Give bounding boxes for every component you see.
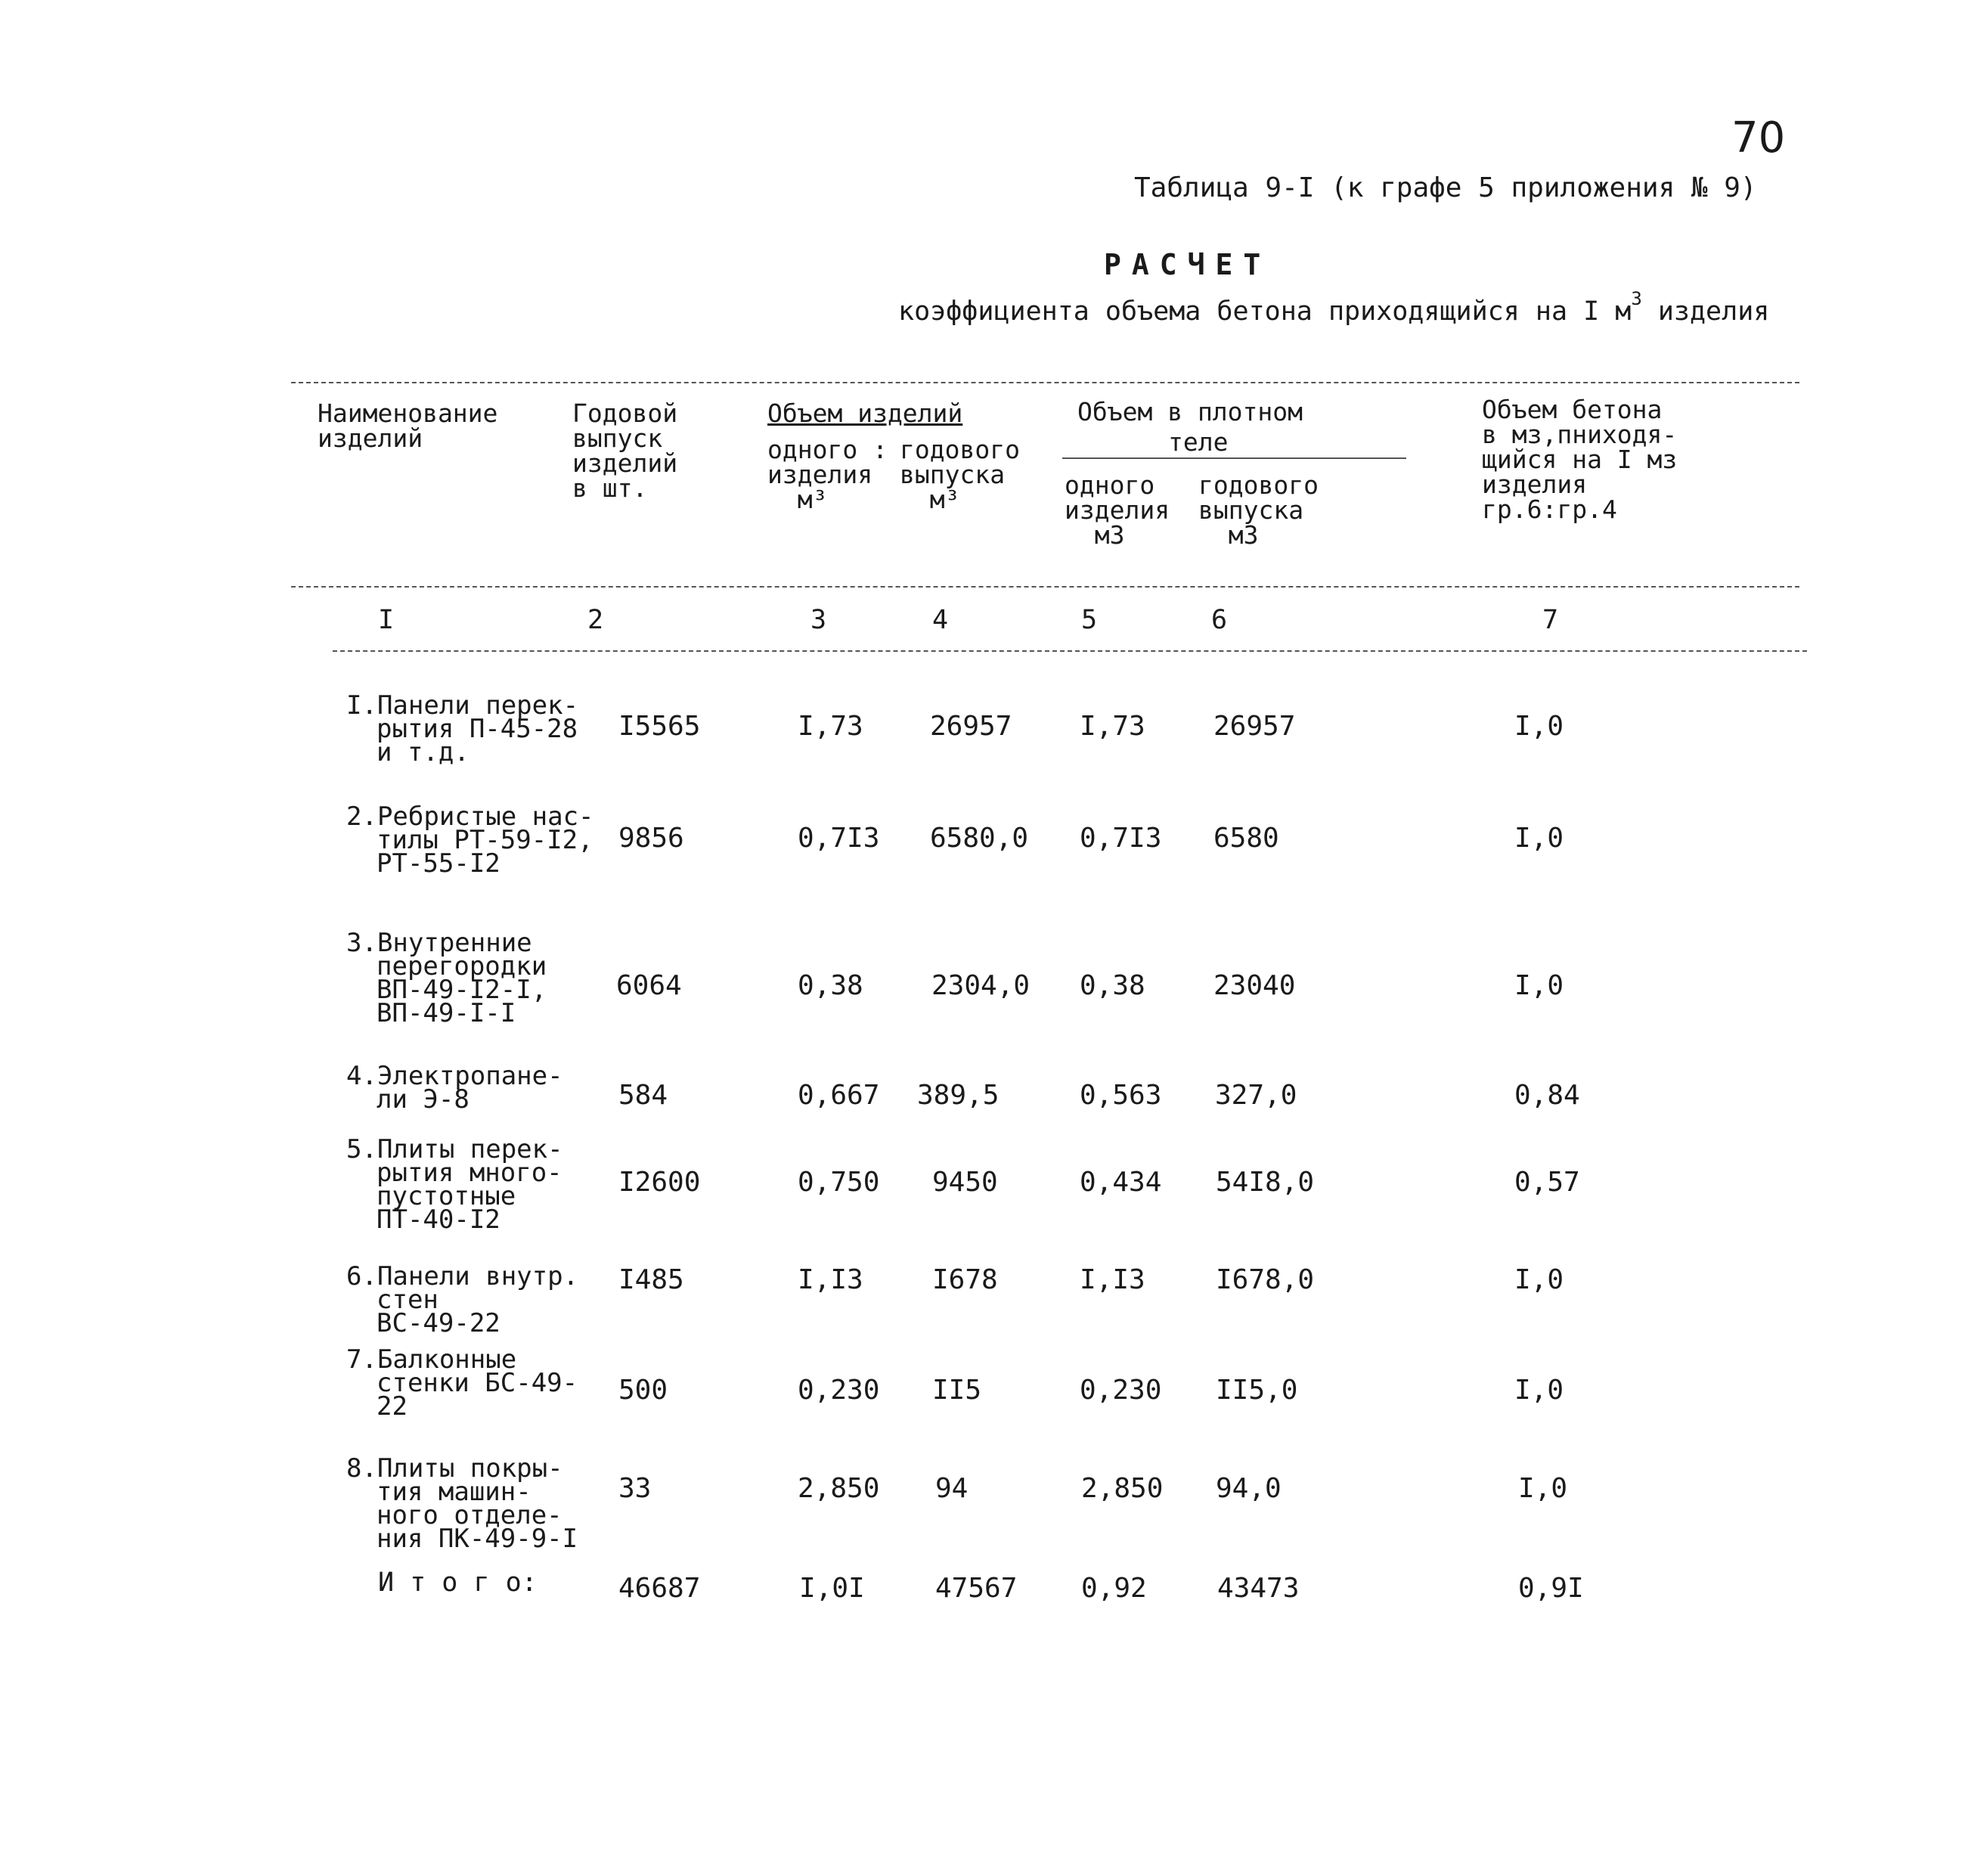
page-number: 70 xyxy=(1731,113,1786,163)
row-name-line: тия машин- xyxy=(377,1477,532,1507)
cell-dense-one: 0,38 xyxy=(1080,970,1145,1001)
row-name-line: 4.Электропане- xyxy=(346,1061,563,1091)
row-name-line: ВП-49-I-I xyxy=(377,998,516,1028)
table-row xyxy=(346,1061,563,1115)
cell-annual-output: 33 xyxy=(618,1473,652,1504)
row-name-line: 6.Панели внутр. xyxy=(346,1261,579,1291)
cell-volume-one: 0,230 xyxy=(798,1375,880,1406)
cell-dense-annual: 54I8,0 xyxy=(1216,1167,1315,1198)
column-number: 2 xyxy=(587,605,604,635)
cell-volume-one: 0,667 xyxy=(798,1080,880,1111)
table-caption: Таблица 9-I (к графе 5 приложения № 9) xyxy=(1134,172,1757,203)
row-name-line: 2.Ребристые нас- xyxy=(346,802,594,832)
row-name-line: ли Э-8 xyxy=(377,1084,470,1115)
row-name-line: ВС-49-22 xyxy=(377,1308,501,1338)
total-dense-annual: 43473 xyxy=(1217,1573,1300,1604)
cell-volume-one: I,73 xyxy=(798,711,863,742)
cell-dense-one: 0,230 xyxy=(1080,1375,1162,1406)
cell-ratio: I,0 xyxy=(1514,970,1564,1001)
header-dense-annual: годового выпуска м3 xyxy=(1198,470,1319,550)
cell-volume-one: 0,7I3 xyxy=(798,823,880,854)
header-dense-volume-group: Объем в плотном xyxy=(1077,397,1303,426)
cell-volume-annual: 9450 xyxy=(932,1167,998,1198)
row-name-line: перегородки xyxy=(377,951,547,981)
row-name-line: ния ПК-49-9-I xyxy=(377,1524,578,1554)
row-name-line: I.Панели перек- xyxy=(346,690,579,721)
cell-dense-annual: 94,0 xyxy=(1216,1473,1282,1504)
header-dense-volume-group-cont: теле xyxy=(1168,427,1229,457)
header-dense-one-item: одного изделия м3 xyxy=(1065,470,1170,550)
header-volume-one-item: одного : изделия м³ xyxy=(767,435,888,514)
cell-volume-annual: 2304,0 xyxy=(931,970,1031,1001)
column-number: 5 xyxy=(1081,605,1098,635)
row-name-line: тилы РТ-59-I2, xyxy=(377,825,594,855)
cell-dense-annual: 23040 xyxy=(1213,970,1296,1001)
cell-volume-annual: 94 xyxy=(935,1473,969,1504)
cell-dense-one: 0,563 xyxy=(1080,1080,1162,1111)
total-label: И т о г о: xyxy=(378,1567,538,1598)
row-name-line: 3.Внутренние xyxy=(346,928,532,958)
row-name-line: 22 xyxy=(377,1391,408,1422)
cell-annual-output: 584 xyxy=(618,1080,668,1111)
header-bottom-rule xyxy=(291,586,1799,588)
cell-dense-annual: 6580 xyxy=(1213,823,1279,854)
column-number: 3 xyxy=(810,605,827,635)
cell-volume-annual: I678 xyxy=(932,1264,998,1295)
column-numbers-rule xyxy=(333,650,1807,652)
table-row xyxy=(346,1344,578,1422)
total-annual-output: 46687 xyxy=(618,1573,701,1604)
cell-dense-annual: 26957 xyxy=(1213,711,1296,742)
document-subtitle xyxy=(898,288,1770,327)
cell-volume-one: 0,38 xyxy=(798,970,863,1001)
table-row xyxy=(346,802,594,879)
cell-annual-output: I5565 xyxy=(618,711,701,742)
row-name-line: пустотные xyxy=(377,1181,516,1211)
total-volume-annual: 47567 xyxy=(935,1573,1018,1604)
table-row xyxy=(346,1453,578,1554)
cell-dense-one: I,73 xyxy=(1080,711,1145,742)
cell-dense-annual: 327,0 xyxy=(1215,1080,1297,1111)
cell-volume-annual: 26957 xyxy=(930,711,1012,742)
cell-ratio: I,0 xyxy=(1514,711,1564,742)
cell-annual-output: 6064 xyxy=(616,970,682,1001)
total-ratio: 0,9I xyxy=(1518,1573,1584,1604)
total-volume-one: I,0I xyxy=(799,1573,865,1604)
cell-annual-output: 9856 xyxy=(618,823,684,854)
row-name-line: 7.Балконные xyxy=(346,1344,517,1375)
cell-volume-annual: 6580,0 xyxy=(930,823,1029,854)
header-product-name: Наименование изделий xyxy=(318,398,498,453)
cell-ratio: I,0 xyxy=(1514,823,1564,854)
cell-volume-one: 0,750 xyxy=(798,1167,880,1198)
subtitle-suffix: изделия xyxy=(1641,296,1770,327)
cell-dense-one: I,I3 xyxy=(1080,1264,1145,1295)
cell-dense-one: 0,7I3 xyxy=(1080,823,1162,854)
cell-dense-one: 0,434 xyxy=(1080,1167,1162,1198)
table-row xyxy=(346,1134,563,1235)
cell-ratio: I,0 xyxy=(1514,1375,1564,1406)
cell-dense-annual: I678,0 xyxy=(1216,1264,1315,1295)
cell-volume-annual: 389,5 xyxy=(917,1080,1000,1111)
cell-annual-output: I485 xyxy=(618,1264,684,1295)
header-top-rule xyxy=(291,382,1799,383)
subtitle-superscript: 3 xyxy=(1631,288,1642,309)
column-number: 4 xyxy=(932,605,949,635)
row-name-line: ного отделе- xyxy=(377,1500,563,1530)
cell-ratio: 0,57 xyxy=(1514,1167,1580,1198)
row-name-line: рытия П-45-28 xyxy=(377,714,578,744)
row-name-line: РТ-55-I2 xyxy=(377,848,501,879)
row-name-line: ВП-49-I2-I, xyxy=(377,975,547,1005)
header-concrete-ratio: Объем бетона в мз,пниходя- щийся на I мз изделия гр.6:гр.4 xyxy=(1482,395,1678,524)
total-dense-one: 0,92 xyxy=(1081,1573,1147,1604)
row-name-line: и т.д. xyxy=(377,737,470,767)
column-number: I xyxy=(378,605,395,635)
cell-dense-annual: II5,0 xyxy=(1216,1375,1298,1406)
row-name-line: рытия много- xyxy=(377,1158,563,1188)
row-name-line: 8.Плиты покры- xyxy=(346,1453,563,1484)
cell-volume-one: 2,850 xyxy=(798,1473,880,1504)
cell-ratio: 0,84 xyxy=(1514,1080,1580,1111)
header-volume-annual: годового выпуска м³ xyxy=(900,435,1020,514)
subtitle-text: коэффициента объема бетона приходящийся на I м xyxy=(898,296,1632,327)
cell-dense-one: 2,850 xyxy=(1081,1473,1164,1504)
column-number: 6 xyxy=(1211,605,1228,635)
header-annual-output: Годовой выпуск изделий в шт. xyxy=(572,398,678,503)
cell-annual-output: I2600 xyxy=(618,1167,701,1198)
cell-ratio: I,0 xyxy=(1514,1264,1564,1295)
table-row xyxy=(346,690,579,767)
cell-volume-annual: II5 xyxy=(932,1375,982,1406)
header-product-volume-group: Объем изделий xyxy=(767,398,963,428)
dense-volume-group-rule xyxy=(1062,457,1406,459)
document-title: РАСЧЕТ xyxy=(1104,248,1272,281)
row-name-line: стенки БС-49- xyxy=(377,1368,578,1398)
table-row xyxy=(346,1261,579,1338)
table-row xyxy=(346,928,547,1028)
row-name-line: ПТ-40-I2 xyxy=(377,1205,501,1235)
row-name-line: 5.Плиты перек- xyxy=(346,1134,563,1164)
column-number: 7 xyxy=(1542,605,1559,635)
cell-annual-output: 500 xyxy=(618,1375,668,1406)
cell-ratio: I,0 xyxy=(1518,1473,1568,1504)
cell-volume-one: I,I3 xyxy=(798,1264,863,1295)
row-name-line: стен xyxy=(377,1285,439,1315)
